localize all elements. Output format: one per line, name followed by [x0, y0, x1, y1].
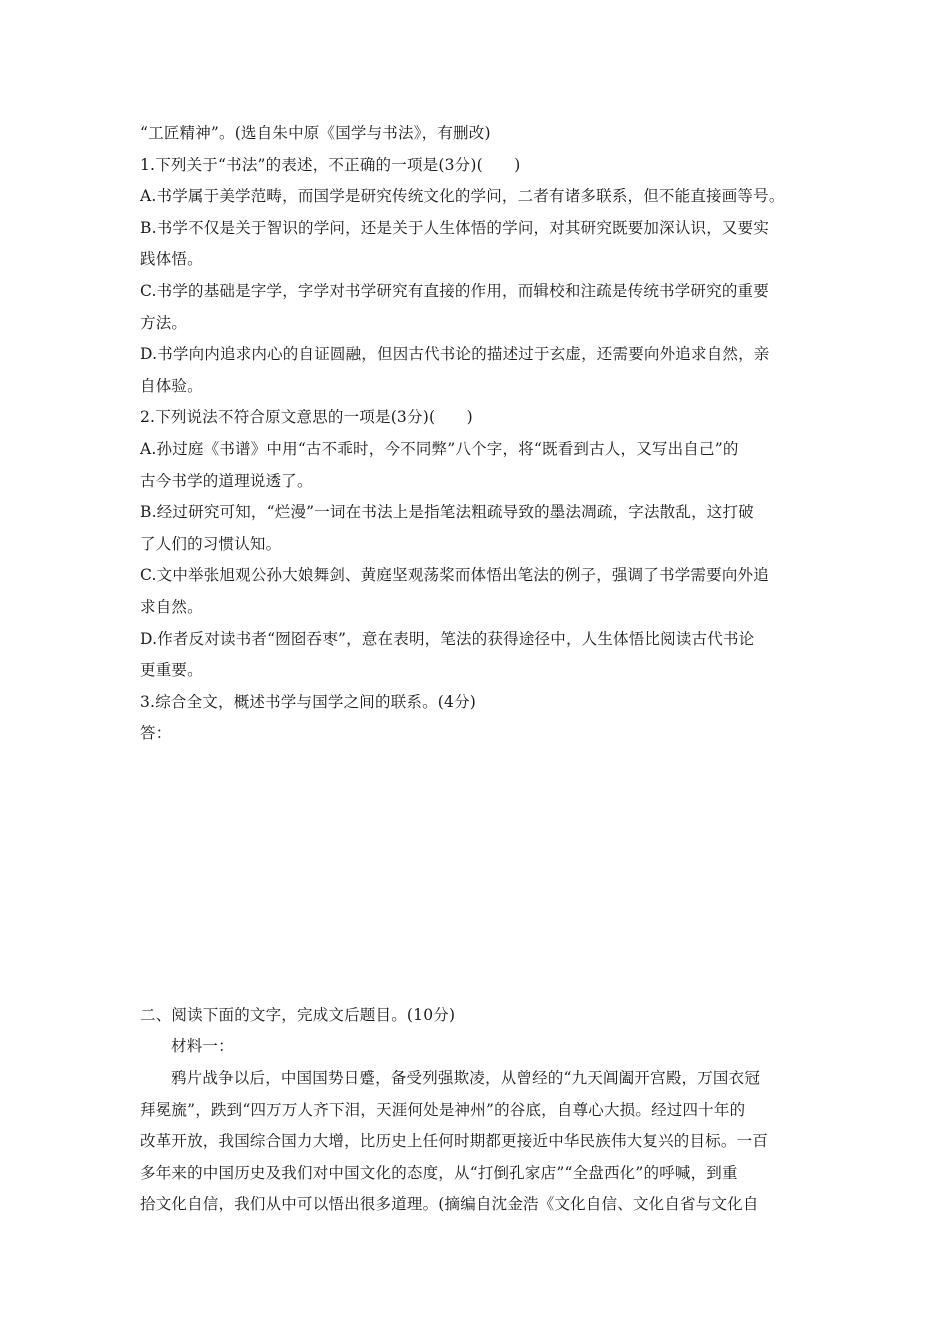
q2-option-b: B.经过研究可知，“烂漫”一词在书法上是指笔法粗疏导致的墨法凋疏，字法散乱，这打破: [140, 503, 754, 522]
paragraph-line: 改革开放，我国综合国力大增，比历史上任何时期都更接近中华民族伟大复兴的目标。一百: [140, 1132, 769, 1151]
source-line: “工匠精神”。(选自朱中原《国学与书法》，有删改): [140, 124, 491, 142]
q2-option-b-cont: 了人们的习惯认知。: [140, 534, 282, 553]
q1-option-b: B.书学不仅是关于智识的学问，还是关于人生体悟的学问，对其研究既要加深认识，又要实: [140, 218, 770, 237]
q3-stem: 3.综合全文，概述书学与国学之间的联系。(4分): [140, 692, 477, 711]
q2-option-d-cont: 更重要。: [140, 661, 203, 680]
paragraph-line: 多年来的中国历史及我们对中国文化的态度，从“打倒孔家店”“全盘西化”的呼喊，到重: [140, 1163, 738, 1182]
q2-option-c-cont: 求自然。: [140, 597, 203, 616]
paragraph-line: 鸦片战争以后，中国国势日蹙，备受列强欺凌，从曾经的“九天阊阖开宫殿，万国衣冠: [171, 1069, 761, 1088]
q1-option-c-cont: 方法。: [140, 313, 188, 332]
q2-stem: 2.下列说法不符合原文意思的一项是(3分)( ): [140, 408, 473, 427]
q2-option-a-cont: 古今书学的道理说透了。: [140, 471, 313, 490]
q1-option-d: D.书学向内追求内心的自证圆融，但因古代书论的描述过于玄虚，还需要向外追求自然，亲: [140, 345, 770, 364]
q2-option-d: D.作者反对读书者“囫囵吞枣”，意在表明，笔法的获得途径中，人生体悟比阅读古代书论: [140, 629, 755, 648]
q2-option-a: A.孙过庭《书谱》中用“古不乖时，今不同弊”八个字，将“既看到古人，又写出自己”的: [140, 439, 739, 458]
paragraph-line: 拜冕旒”，跌到“四万万人齐下泪，天涯何处是神州”的谷底，自尊心大损。经过四十年的: [140, 1100, 746, 1119]
q1-option-d-cont: 自体验。: [140, 376, 203, 395]
q2-option-c: C.文中举张旭观公孙大娘舞剑、黄庭坚观荡桨而体悟出笔法的例子，强调了书学需要向外追: [140, 566, 769, 585]
q1-option-a: A.书学属于美学范畴，而国学是研究传统文化的学问，二者有诸多联系，但不能直接画等号。: [140, 187, 785, 206]
document-page: [140, 118, 820, 1221]
material-label: 材料一：: [171, 1037, 234, 1056]
q1-option-c: C.书学的基础是字学，字学对书学研究有直接的作用，而辑校和注疏是传统书学研究的重要: [140, 281, 769, 300]
q1-stem: 1.下列关于“书法”的表述，不正确的一项是(3分)( ): [140, 155, 521, 174]
answer-space: [140, 750, 820, 1000]
paragraph-line: 拾文化自信，我们从中可以悟出很多道理。(摘编自沈金浩《文化自信、文化自省与文化自: [140, 1195, 759, 1214]
section2-heading: 二、阅读下面的文字，完成文后题目。(10分): [140, 1005, 456, 1024]
answer-label: 答：: [140, 724, 172, 743]
q1-option-b-cont: 践体悟。: [140, 250, 203, 269]
